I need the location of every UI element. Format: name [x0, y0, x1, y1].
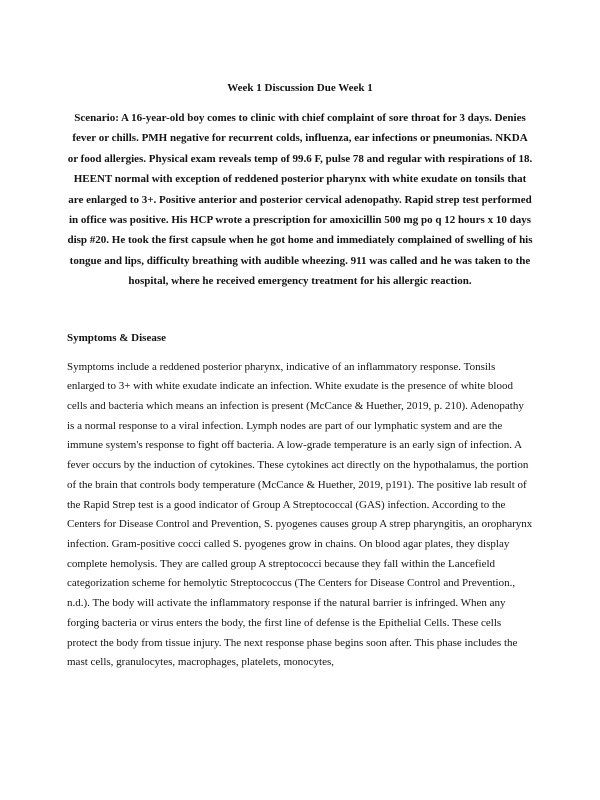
section-body-symptoms-disease: Symptoms include a reddened posterior pharynx, indicative of an inflammatory response. Tonsils enlarged to 3+ with white exudate indicate an infection. White exudate is the presence of white blood cells and bacteria which means an infection is present (McCance & Huether, 2019, p. 210). Adenopathy is a normal response to a viral infection. Lymph nodes are part of our lymphatic system and are the immune system's response to fight off bacteria. A low-grade temperature is an early sign of infection. A fever occurs by the induction of cytokines. These cytokines act directly on the hypothalamus, the portion of the brain that controls body temperature (McCance & Huether, 2019, p191). The positive lab result of the Rapid Strep test is a good indicator of Group A Streptococcal (GAS) infection. According to the Centers for Disease Control and Prevention, S. pyogenes causes group A strep pharyngitis, an oropharynx infection. Gram-positive cocci called S. pyogenes grow in chains. On blood agar plates, they display complete hemolysis. They are called group A streptococci because they fall within the Lancefield categorization scheme for hemolytic Streptococcus (The Centers for Disease Control and Prevention., n.d.). The body will activate the inflammatory response if the natural barrier is infringed. When any forging bacteria or virus enters the body, the first line of defense is the Epithelial Cells. These cells protect the body from tissue injury. The next response phase begins soon after. This phase includes the mast cells, granulocytes, macrophages, platelets, monocytes, — [67, 360, 533, 669]
section-heading-symptoms-disease: Symptoms & Disease — [67, 331, 166, 344]
document-title: Week 1 Discussion Due Week 1 — [227, 82, 373, 94]
scenario-paragraph: Scenario: A 16-year-old boy comes to clinic with chief complaint of sore throat for 3 days. Denies fever or chills. PMH negative for recurrent colds, influenza, ear infections or pneumonias. NKDA or food allergies. Physical exam reveals temp of 99.6 F, pulse 78 and regular with respirations of 18. HEENT normal with exception of reddened posterior pharynx with white exudate on tonsils that are enlarged to 3+. Positive anterior and posterior cervical adenopathy. Rapid strep test performed in office was positive. His HCP wrote a prescription for amoxicillin 500 mg po q 12 hours x 10 days disp #20. He took the first capsule when he got home and immediately complained of swelling of his tongue and lips, difficulty breathing with audible wheezing. 911 was called and he was taken to the hospital, where he received emergency treatment for his allergic reaction. — [67, 112, 533, 288]
document-content — [67, 78, 533, 673]
